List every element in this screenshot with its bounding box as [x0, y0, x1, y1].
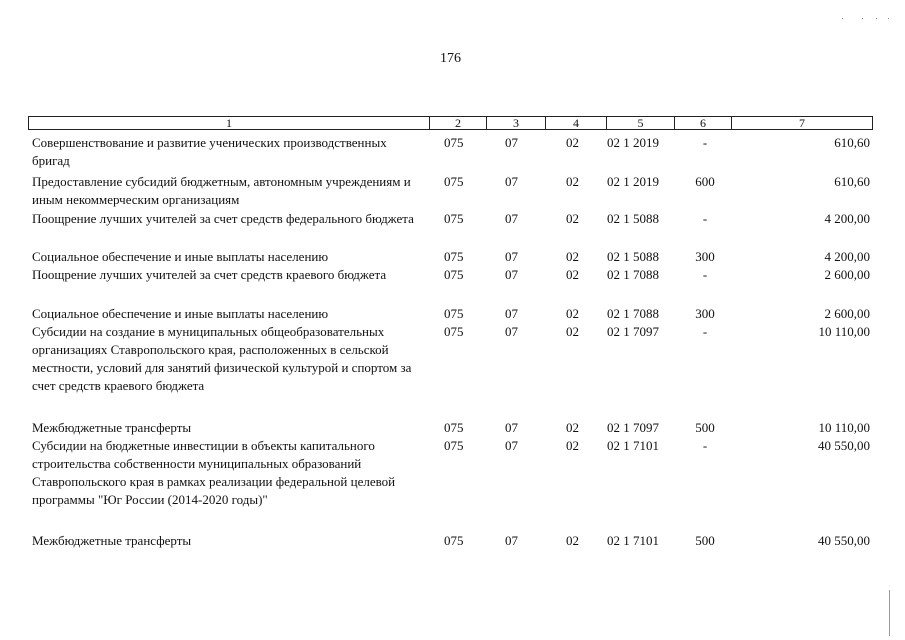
row-expense-type: 500	[695, 533, 715, 548]
row-code-admin: 075	[444, 420, 464, 435]
page-number: 176	[440, 51, 461, 66]
row-subsection: 02	[566, 420, 579, 435]
row-name: Предоставление субсидий бюджетным, автономным учреждениям и иным некоммерческим организациям	[32, 174, 411, 207]
row-target-article: 02 1 7097	[607, 420, 659, 435]
row-expense-type: -	[702, 211, 708, 226]
row-target-article: 02 1 2019	[607, 174, 659, 189]
row-section: 07	[505, 267, 518, 282]
row-section: 07	[505, 324, 518, 339]
row-name: Социальное обеспечение и иные выплаты населению	[32, 249, 329, 264]
row-expense-type: -	[702, 324, 708, 339]
row-subsection: 02	[566, 533, 579, 548]
row-section: 07	[505, 211, 518, 226]
row-code-admin: 075	[444, 267, 464, 282]
row-code-admin: 075	[444, 211, 464, 226]
row-amount: 40 550,00	[818, 533, 870, 548]
row-subsection: 02	[566, 174, 579, 189]
row-section: 07	[505, 135, 518, 150]
row-code-admin: 075	[444, 249, 464, 264]
row-expense-type: -	[702, 135, 708, 150]
row-name: Межбюджетные трансферты	[32, 533, 192, 548]
row-name: Поощрение лучших учителей за счет средств краевого бюджета	[32, 267, 387, 282]
row-section: 07	[505, 533, 518, 548]
row-amount: 10 110,00	[818, 420, 870, 435]
header-col-7: 7	[799, 116, 805, 130]
row-expense-type: 300	[695, 249, 715, 264]
row-target-article: 02 1 7097	[607, 324, 659, 339]
row-section: 07	[505, 249, 518, 264]
row-subsection: 02	[566, 135, 579, 150]
row-target-article: 02 1 7101	[607, 533, 659, 548]
row-subsection: 02	[566, 211, 579, 226]
row-amount: 610,60	[834, 174, 870, 189]
header-col-2: 2	[455, 116, 461, 130]
row-name: Межбюджетные трансферты	[32, 420, 192, 435]
row-subsection: 02	[566, 438, 579, 453]
row-expense-type: -	[702, 438, 708, 453]
scan-speck	[862, 18, 863, 19]
row-target-article: 02 1 7101	[607, 438, 659, 453]
scan-margin-line	[889, 590, 890, 636]
row-amount: 610,60	[834, 135, 870, 150]
row-name: Поощрение лучших учителей за счет средств федерального бюджета	[32, 211, 414, 226]
row-target-article: 02 1 7088	[607, 267, 659, 282]
header-col-6: 6	[700, 116, 706, 130]
row-amount: 2 600,00	[824, 306, 870, 321]
table-header	[28, 116, 873, 130]
header-col-5: 5	[637, 116, 644, 130]
row-code-admin: 075	[444, 174, 464, 189]
row-amount: 10 110,00	[818, 324, 870, 339]
row-target-article: 02 1 7088	[607, 306, 659, 321]
row-amount: 40 550,00	[818, 438, 870, 453]
row-section: 07	[505, 174, 518, 189]
row-code-admin: 075	[444, 438, 464, 453]
scan-speck	[888, 18, 889, 19]
row-name: Социальное обеспечение и иные выплаты населению	[32, 306, 329, 321]
row-section: 07	[505, 420, 518, 435]
row-subsection: 02	[566, 324, 579, 339]
row-section: 07	[505, 306, 518, 321]
row-expense-type: -	[702, 267, 708, 282]
row-target-article: 02 1 2019	[607, 135, 659, 150]
row-section: 07	[505, 438, 518, 453]
row-expense-type: 600	[695, 174, 715, 189]
row-name: Совершенствование и развитие ученических производственных бригад	[32, 135, 387, 168]
row-name: Субсидии на бюджетные инвестиции в объекты капитального строительства собственности муниципальных образований Ставропольского края в рамках реализации федеральной целевой программы "Юг России (2014-2020 годы)"	[32, 438, 396, 507]
row-target-article: 02 1 5088	[607, 249, 659, 264]
row-code-admin: 075	[444, 135, 464, 150]
row-amount: 4 200,00	[824, 211, 870, 226]
row-subsection: 02	[566, 249, 579, 264]
row-code-admin: 075	[444, 533, 464, 548]
row-subsection: 02	[566, 267, 579, 282]
row-subsection: 02	[566, 306, 579, 321]
row-expense-type: 500	[695, 420, 715, 435]
row-target-article: 02 1 5088	[607, 211, 659, 226]
row-code-admin: 075	[444, 324, 464, 339]
header-col-1: 1	[226, 116, 232, 130]
row-code-admin: 075	[444, 306, 464, 321]
row-expense-type: 300	[695, 306, 715, 321]
scan-speck	[876, 18, 877, 19]
header-col-4: 4	[573, 116, 579, 130]
header-col-3: 3	[513, 116, 519, 130]
row-amount: 4 200,00	[824, 249, 870, 264]
row-name: Субсидии на создание в муниципальных общеобразовательных организациях Ставропольского края, расположенных в сельской местности, условий для занятий физической культурой и спортом за счет средств краевого бюджета	[32, 324, 412, 393]
row-amount: 2 600,00	[824, 267, 870, 282]
scan-speck	[842, 18, 843, 19]
